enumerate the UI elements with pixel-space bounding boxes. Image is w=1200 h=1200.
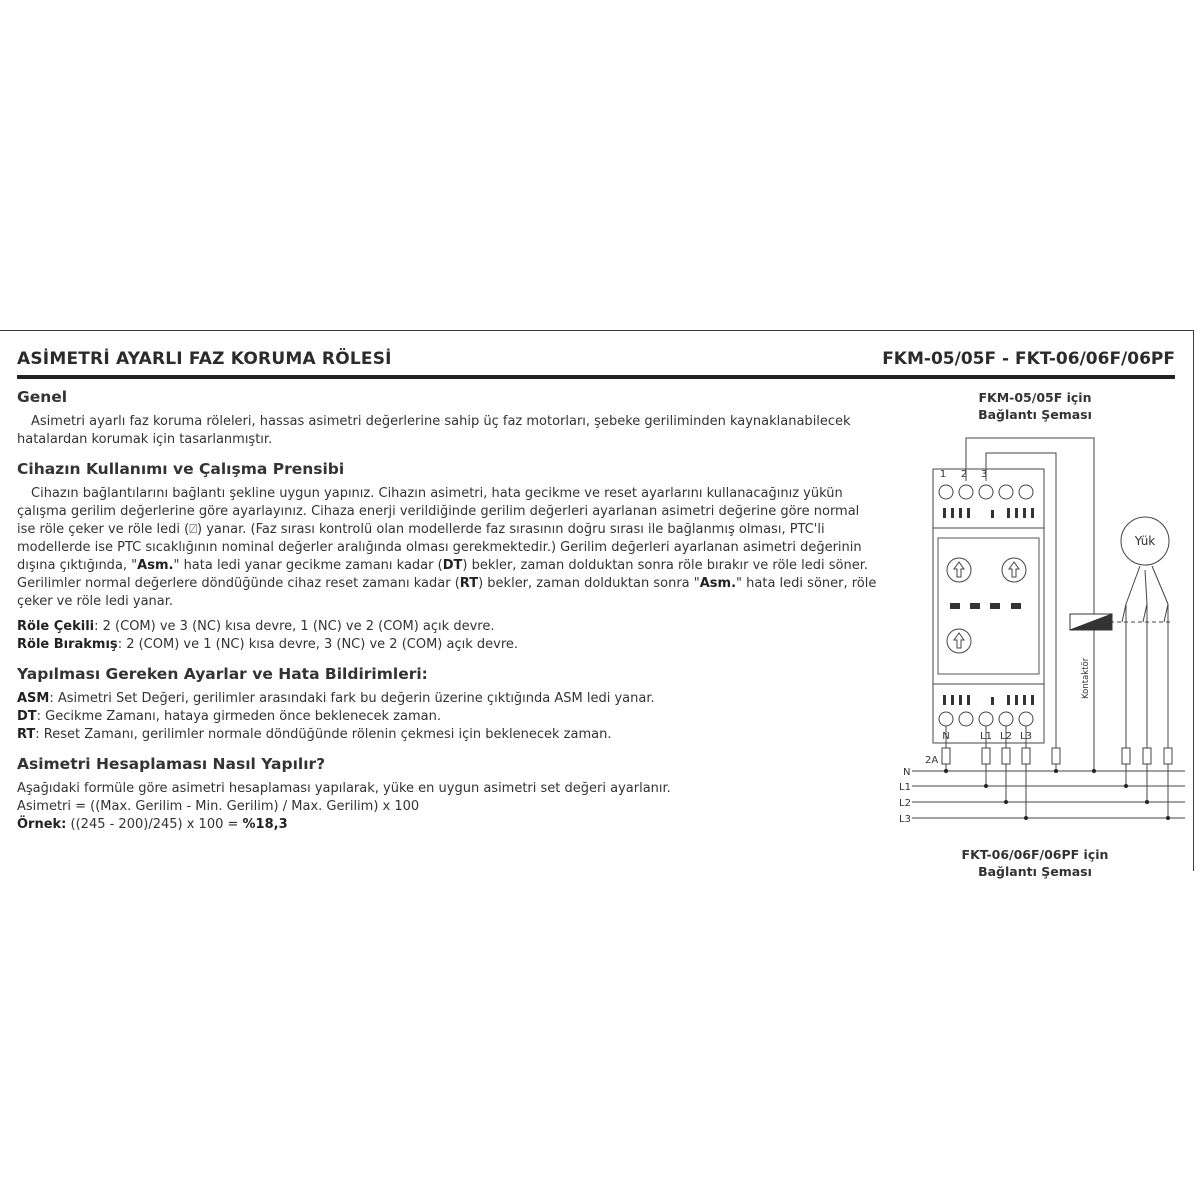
relay-device-body [933, 469, 1044, 743]
model-codes: FKM-05/05F - FKT-06/06F/06PF [882, 349, 1175, 369]
role-birakmis-line: Röle Bırakmış: 2 (COM) ve 1 (NC) kısa devre, 3 (NC) ve 2 (COM) açık devre. [17, 637, 519, 652]
diagram-title-bottom: FKT-06/06F/06PF için Bağlantı Şeması [961, 847, 1109, 879]
terminal-l2-label: L2 [1000, 731, 1012, 742]
text-column [17, 388, 877, 834]
terminal-l3-label: L3 [1020, 731, 1032, 742]
heading-kullanim: Cihazın Kullanımı ve Çalışma Prensibi [17, 460, 345, 478]
supply-lines [912, 771, 1185, 818]
contactor-label: Kontaktör [1081, 657, 1091, 699]
relay-led-icon: ⍁ [189, 522, 198, 537]
fuses [942, 748, 1172, 764]
role-cekili-line: Röle Çekili: 2 (COM) ve 3 (NC) kısa devre, 1 (NC) ve 2 (COM) açık devre. [17, 619, 495, 634]
connection-diagram [880, 386, 1190, 879]
reset-knob [947, 629, 971, 653]
dt-line: DT: Gecikme Zamanı, hataya girmeden önce beklenecek zaman. [17, 709, 441, 724]
hesap-line-1: Aşağıdaki formüle göre asimetri hesaplaması yapılarak, yüke en uygun asimetri set değeri ayarlanır. [17, 781, 671, 796]
header-bar [17, 347, 1175, 379]
formula-line: Asimetri = ((Max. Gerilim - Min. Gerilim) / Max. Gerilim) x 100 [17, 799, 420, 814]
document-title: ASİMETRİ AYARLI FAZ KORUMA RÖLESİ [17, 349, 392, 369]
load-label: Yük [1134, 534, 1156, 548]
wiring-svg [880, 386, 1190, 871]
delay-knob [1002, 558, 1026, 582]
datasheet-panel [0, 330, 1194, 879]
diagram-title-top: FKM-05/05F için Bağlantı Şeması [978, 390, 1092, 422]
heading-ayarlar: Yapılması Gereken Ayarlar ve Hata Bildirimleri: [17, 665, 428, 683]
genel-paragraph: Asimetri ayarlı faz koruma röleleri, hassas asimetri değerlerine sahip üç faz motorları, şebeke geriliminden kaynaklanabilecek hatalardan korumak için tasarlanmıştır. [17, 414, 851, 447]
contactor-coil [1070, 614, 1112, 630]
heading-genel: Genel [17, 388, 68, 406]
asm-line: ASM: Asimetri Set Değeri, gerilimler arasındaki fark bu değerin üzerine çıktığında ASM ledi yanar. [17, 691, 655, 706]
rt-line: RT: Reset Zamanı, gerilimler normale döndüğünde rölenin çekmesi için beklenecek zaman. [17, 727, 612, 742]
supply-l1-label: L1 [899, 782, 911, 793]
supply-n-label: N [903, 767, 911, 778]
fuse-label: 2A [925, 755, 939, 766]
junction-dots [944, 769, 1170, 820]
supply-l3-label: L3 [899, 814, 911, 825]
terminal-3-label: 3 [980, 469, 988, 480]
heading-hesap: Asimetri Hesaplaması Nasıl Yapılır? [17, 755, 326, 773]
terminal-l1-label: L1 [980, 731, 992, 742]
supply-l2-label: L2 [899, 798, 911, 809]
terminal-n-label: N [942, 731, 950, 742]
kullanim-paragraph: Cihazın bağlantılarını bağlantı şekline uygun yapınız. Cihazın asimetri, hata gecikme ve reset ayarlarını kullanacağınız yükün çalışma gerilim değerlerine göre ayarlayınız. Cihaza enerji verildiğinde gerilim değerleri ayarlanan asimetri değerine göre normal ise röle çeker ve röle ledi (⍁) yanar. (Faz sırası kontrolü olan modellerde faz sırasının doğru sırası ile bağlanmış olması, PTC'li modellerde ise PTC sıcaklığının nominal değerler aralığında olması gerekmektedir.) Gerilim değerleri ayarlanan asimetri değerinin dışına çıktığında, "Asm." hata ledi yanar gecikme zamanı kadar (DT) bekler, zaman dolduktan sonra röle bırakır ve röle ledi söner. Gerilimler normal değerlere döndüğünde cihaz reset zamanı kadar (RT) bekler, zaman dolduktan sonra "Asm." hata ledi söner, röle çeker ve röle ledi yanar. [17, 486, 877, 609]
example-line: Örnek: ((245 - 200)/245) x 100 = %18,3 [17, 817, 288, 832]
terminal-1-label: 1 [939, 469, 947, 480]
terminal-2-label: 2 [960, 469, 968, 480]
asymmetry-knob [947, 558, 971, 582]
